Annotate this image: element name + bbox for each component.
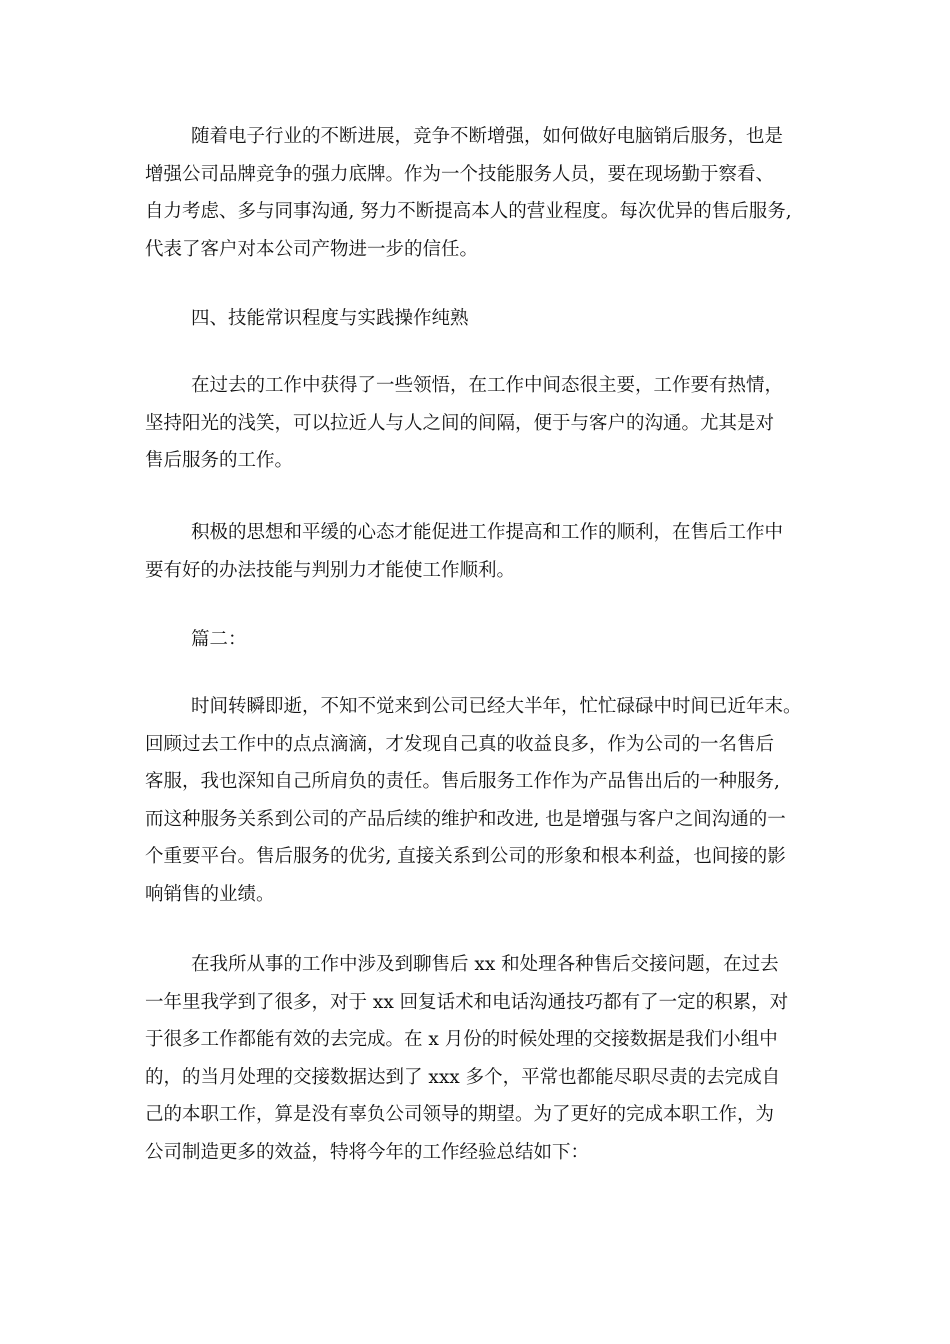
paragraph-positive-thinking — [145, 514, 825, 589]
paragraph-work-summary — [145, 946, 825, 1172]
paragraph-line: 代表了客户对本公司产物进一步的信任。 — [145, 238, 479, 260]
paragraph-line: 随着电子行业的不断进展，竞争不断增强，如何做好电脑销后服务，也是 — [191, 126, 784, 147]
paragraph-line: 响销售的业绩。 — [145, 883, 275, 905]
paragraph-line: 在过去的工作中获得了一些领悟，在工作中间态很主要，工作要有热情， — [191, 375, 784, 396]
paragraph-line: 己的本职工作，算是没有辜负公司领导的期望。为了更好的完成本职工作，为 — [145, 1104, 775, 1126]
paragraph-line: 时间转瞬即逝，不知不觉来到公司已经大半年，忙忙碌碌中时间已近年末。 — [191, 696, 802, 717]
paragraph-line: 售后服务的工作。 — [145, 450, 294, 472]
paragraph-line: 增强公司品牌竞争的强力底牌。作为一个技能服务人员，要在现场勤于察看、 — [145, 163, 775, 185]
paragraph-line: 于很多工作都能有效的去完成。在 x 月份的时候处理的交接数据是我们小组中 — [145, 1029, 778, 1051]
paragraph-line: 坚持阳光的浅笑，可以拉近人与人之间的间隔，便于与客户的沟通。尤其是对 — [145, 412, 775, 434]
paragraph-line: 而这种服务关系到公司的产品后续的维护和改进, 也是增强与客户之间沟通的一 — [145, 808, 786, 830]
section-heading-part-two: 篇二： — [191, 629, 247, 650]
paragraph-line: 自力考虑、多与同事沟通, 努力不断提高本人的营业程度。每次优异的售后服务, — [145, 201, 792, 223]
paragraph-time-review — [145, 688, 825, 914]
paragraph-line: 公司制造更多的效益，特将今年的工作经验总结如下： — [145, 1141, 590, 1163]
paragraph-line: 一年里我学到了很多，对于 xx 回复话术和电话沟通技巧都有了一定的积累，对 — [145, 991, 789, 1013]
paragraph-line: 的，的当月处理的交接数据达到了 xxx 多个，平常也都能尽职尽责的去完成自 — [145, 1066, 781, 1088]
paragraph-line: 在我所从事的工作中涉及到聊售后 xx 和处理各种售后交接问题，在过去 — [191, 954, 779, 975]
paragraph-line: 客服，我也深知自己所肩负的责任。售后服务工作作为产品售出后的一种服务, — [145, 771, 780, 793]
paragraph-line: 要有好的办法技能与判别力才能使工作顺利。 — [145, 559, 516, 581]
paragraph-work-attitude — [145, 367, 825, 480]
paragraph-line: 回顾过去工作中的点点滴滴，才发现自己真的收益良多，作为公司的一名售后 — [145, 733, 775, 755]
paragraph-electronics-service — [145, 118, 825, 268]
section-heading-four: 四、技能常识程度与实践操作纯熟 — [191, 308, 469, 329]
paragraph-line: 积极的思想和平缓的心态才能促进工作提高和工作的顺利，在售后工作中 — [191, 522, 784, 543]
paragraph-line: 个重要平台。售后服务的优劣, 直接关系到公司的形象和根本利益，也间接的影 — [145, 846, 786, 868]
